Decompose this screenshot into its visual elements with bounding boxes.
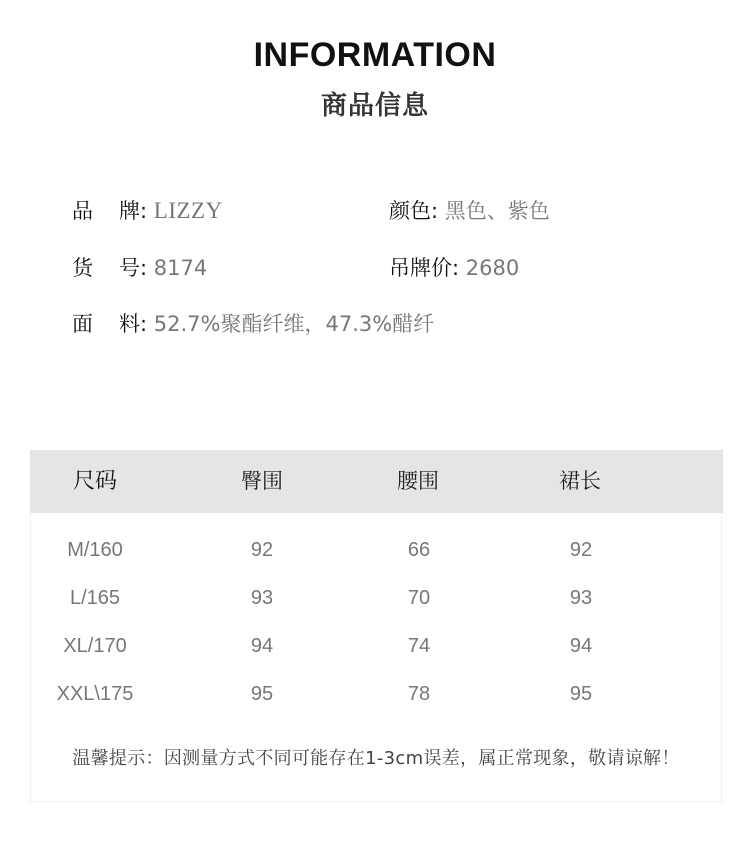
table-cell: XL/170: [63, 635, 127, 657]
measurement-note: 温馨提示：因测量方式不同可能存在1-3cm误差，属正常现象，敬请谅解！: [72, 748, 680, 769]
info-fabric: 面 料: 52.7%聚酯纤维，47.3%醋纤: [72, 312, 435, 336]
info-color: 颜色: 黑色、紫色: [389, 199, 550, 223]
color-value: 黑色、紫色: [444, 199, 550, 223]
table-cell: L/165: [69, 587, 121, 609]
info-brand: 品 牌: LIZZY: [72, 198, 223, 223]
page-title-en: INFORMATION: [253, 36, 497, 74]
header-length: 裙长: [559, 469, 601, 493]
table-cell: M/160: [67, 539, 123, 561]
brand-label: 品 牌: [72, 199, 140, 223]
table-cell: 92: [569, 539, 593, 561]
info-tag-price: 吊牌价: 2680: [389, 256, 520, 280]
brand-value: LIZZY: [153, 198, 223, 223]
size-table-header: [30, 450, 723, 513]
table-cell: 95: [250, 683, 274, 705]
table-cell: XXL\175: [56, 683, 134, 705]
table-cell: 94: [569, 635, 593, 657]
table-cell: 92: [250, 539, 274, 561]
table-cell: 95: [569, 683, 593, 705]
table-cell: 94: [250, 635, 274, 657]
item-no-label: 货 号: [72, 256, 140, 280]
table-cell: 66: [407, 539, 431, 561]
item-no-value: 8174: [153, 256, 208, 280]
table-cell: 93: [250, 587, 274, 609]
color-label: 颜色: [389, 199, 431, 223]
info-item-no: 货 号: 8174: [72, 256, 208, 280]
table-cell: 74: [407, 635, 431, 657]
fabric-label: 面 料: [72, 312, 140, 336]
table-cell: 93: [569, 587, 593, 609]
page-title-cn: 商品信息: [320, 91, 429, 121]
tag-price-label: 吊牌价: [389, 256, 452, 280]
tag-price-value: 2680: [465, 256, 520, 280]
table-cell: 78: [407, 683, 431, 705]
table-cell: 70: [407, 587, 431, 609]
header-hip: 臀围: [241, 469, 283, 493]
fabric-value: 52.7%聚酯纤维，47.3%醋纤: [153, 312, 435, 336]
header-size: 尺码: [72, 469, 117, 494]
header-waist: 腰围: [397, 469, 439, 493]
